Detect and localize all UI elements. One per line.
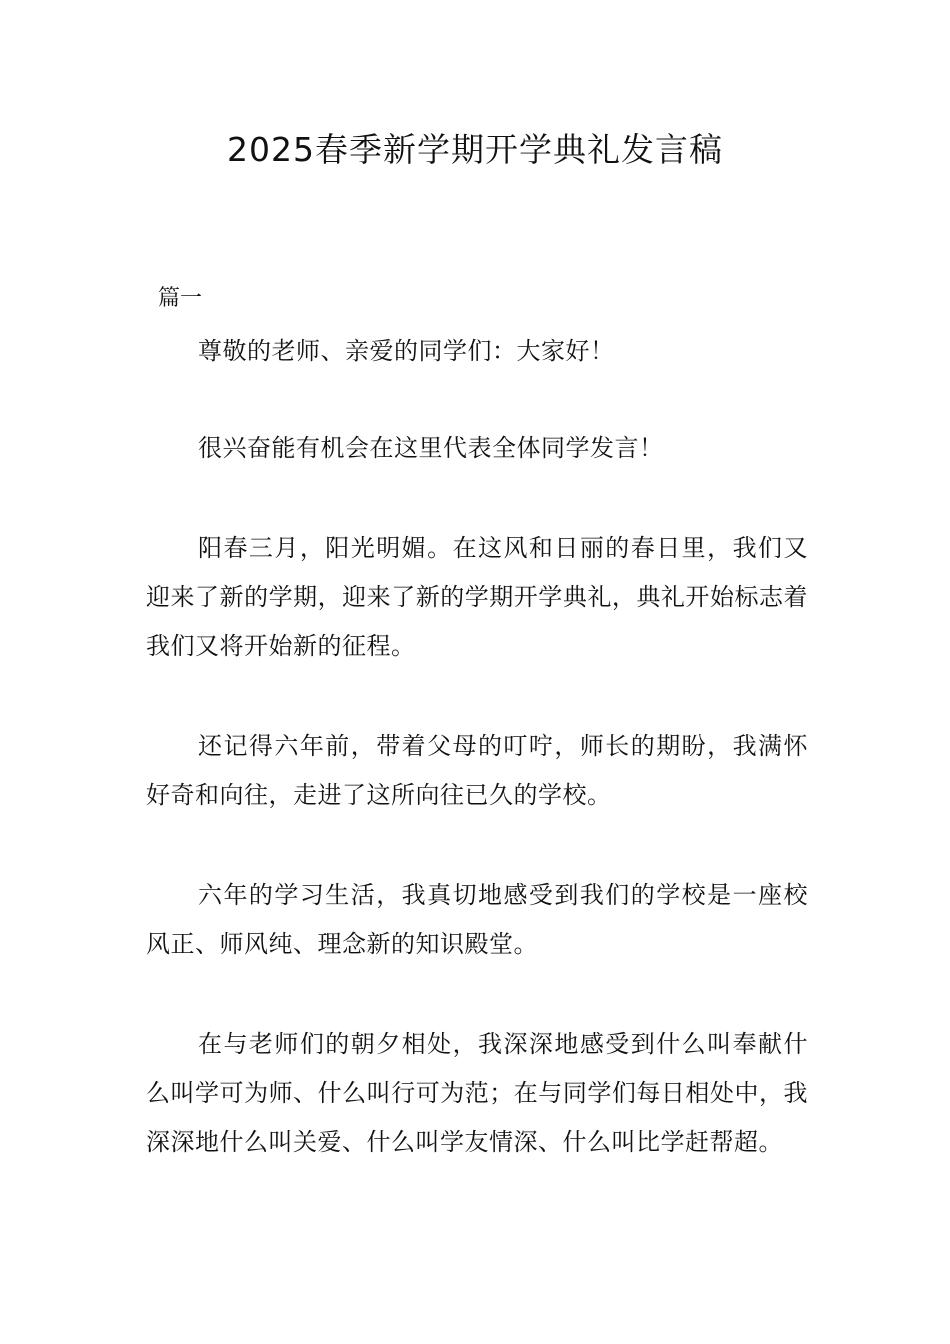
paragraph-intro: 很兴奋能有机会在这里代表全体同学发言！ (198, 434, 664, 462)
paragraph-teachers: 在与老师们的朝夕相处，我深深地感受到什么叫奉献什么叫学可为师、什么叫行可为范；在与同学们每日相处中，我深深地什么叫关爱、什么叫学友情深、什么叫比学赶帮超。 (146, 1030, 808, 1156)
section-label: 篇一 (158, 286, 203, 311)
document-title: 2025春季新学期开学典礼发言稿 (227, 130, 723, 169)
paragraph-spring: 阳春三月，阳光明媚。在这风和日丽的春日里，我们又迎来了新的学期，迎来了新的学期开学典礼，典礼开始标志着我们又将开始新的征程。 (146, 534, 808, 660)
paragraph-greeting: 尊敬的老师、亲爱的同学们：大家好！ (198, 337, 615, 365)
paragraph-memory: 还记得六年前，带着父母的叮咛，师长的期盼，我满怀好奇和向往，走进了这所向往已久的学校。 (146, 732, 808, 809)
paragraph-school: 六年的学习生活，我真切地感受到我们的学校是一座校风正、师风纯、理念新的知识殿堂。 (146, 881, 808, 958)
